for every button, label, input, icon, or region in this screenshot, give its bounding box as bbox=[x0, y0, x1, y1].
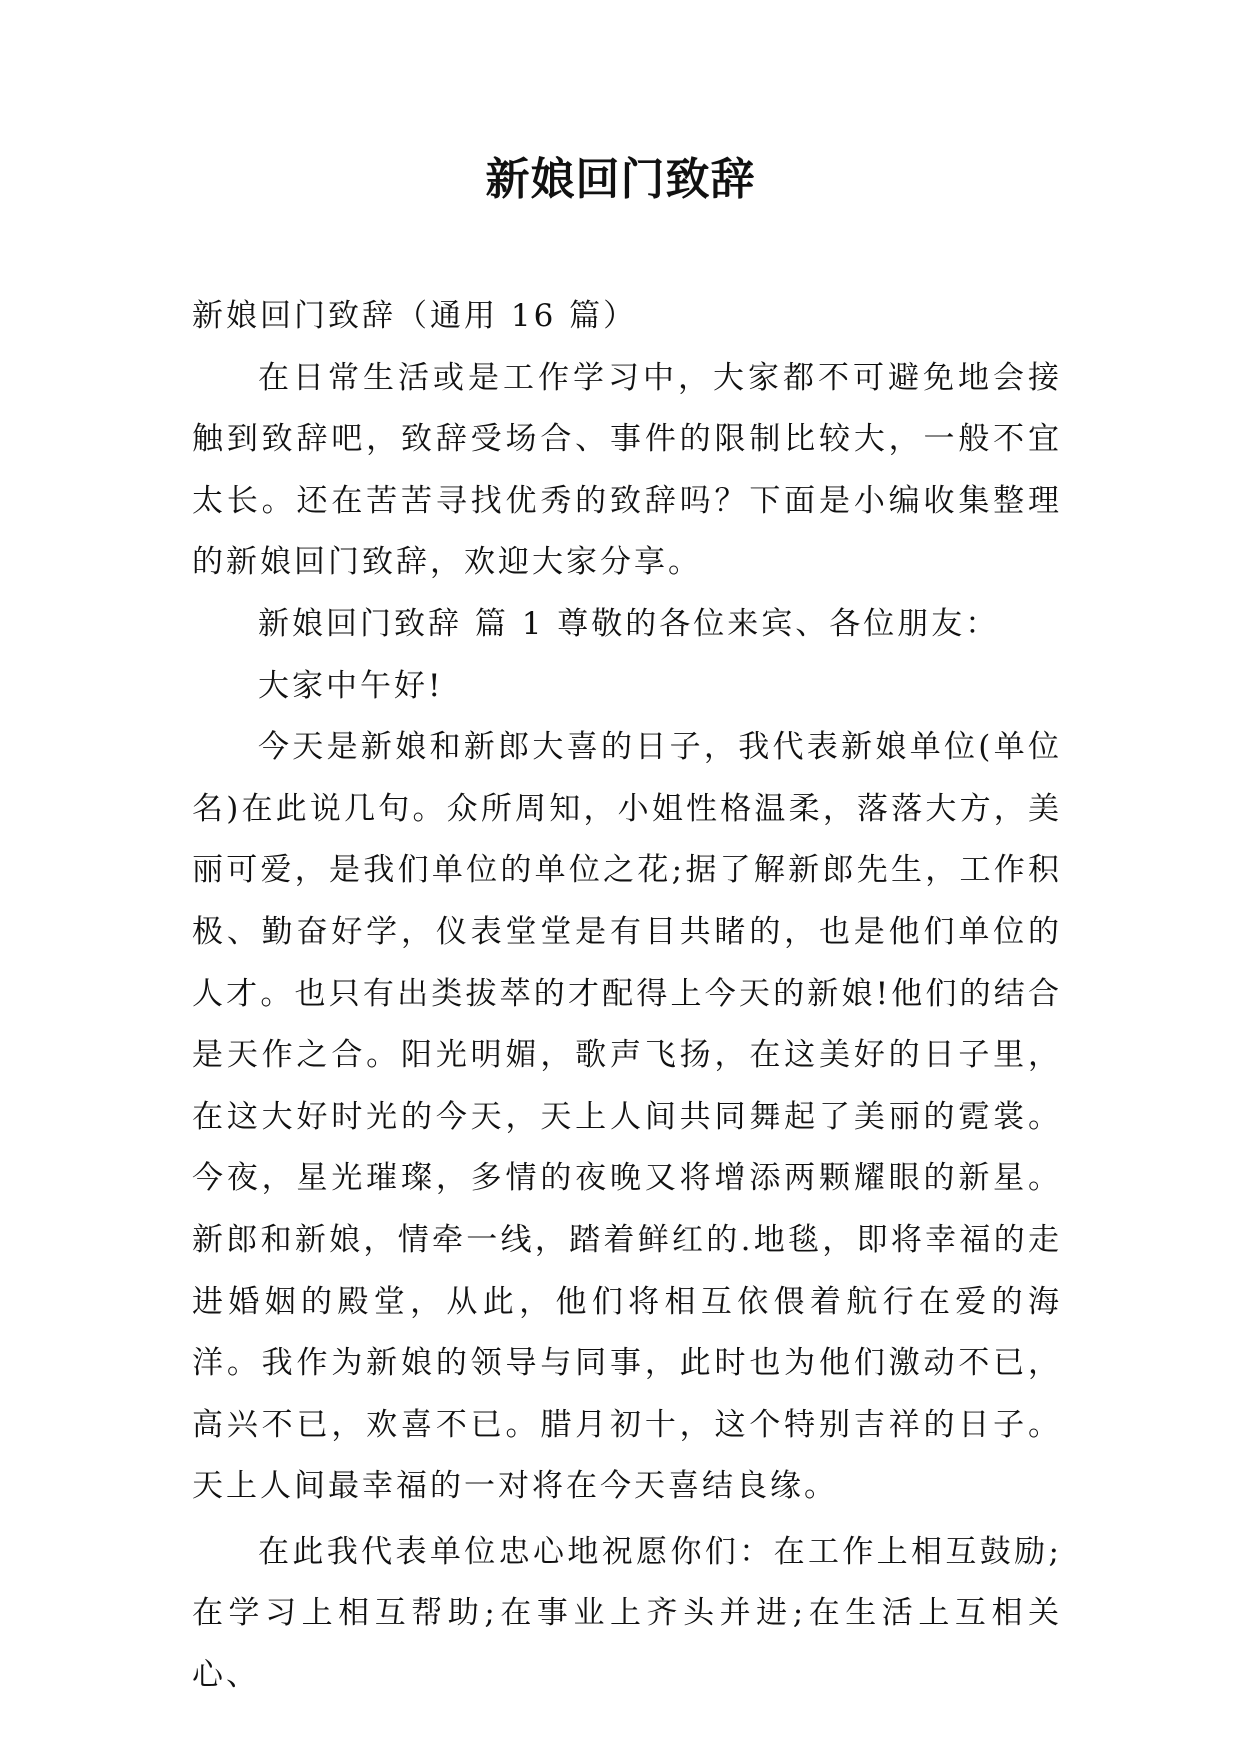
paragraph-heading-1: 新娘回门致辞 篇 1 尊敬的各位来宾、各位朋友： bbox=[258, 605, 1000, 642]
document-title: 新娘回门致辞 bbox=[485, 154, 756, 205]
paragraph-intro: 在日常生活或是工作学习中，大家都不可避免地会接触到致辞吧，致辞受场合、事件的限制比较大，一般不宜太长。还在苦苦寻找优秀的致辞吗？下面是小编收集整理的新娘回门致辞，欢迎大家分享。 bbox=[192, 359, 1062, 581]
paragraph-greeting: 大家中午好! bbox=[258, 667, 444, 704]
document-subtitle: 新娘回门致辞（通用 16 篇） bbox=[192, 298, 638, 334]
document-body bbox=[192, 286, 1062, 1707]
paragraph-wishes: 在此我代表单位忠心地祝愿你们：在工作上相互鼓励;在学习上相互帮助;在事业上齐头并进;在生活上互相关心、 bbox=[192, 1533, 1062, 1694]
paragraph-speech-body: 今天是新娘和新郎大喜的日子，我代表新娘单位(单位名)在此说几句。众所周知，小姐性格温柔，落落大方，美丽可爱，是我们单位的单位之花;据了解新郎先生，工作积极、勤奋好学，仪表堂堂是有目共睹的，也是他们单位的人才。也只有出类拔萃的才配得上今天的新娘!他们的结合是天作之合。阳光明媚，歌声飞扬，在这美好的日子里，在这大好时光的今天，天上人间共同舞起了美丽的霓裳。今夜，星光璀璨，多情的夜晚又将增添两颗耀眼的新星。新郎和新娘，情牵一线，踏着鲜红的.地毯，即将幸福的走进婚姻的殿堂，从此，他们将相互依偎着航行在爱的海洋。我作为新娘的领导与同事，此时也为他们激动不已，高兴不已，欢喜不已。腊月初十，这个特别吉祥的日子。天上人间最幸福的一对将在今天喜结良缘。 bbox=[192, 729, 1062, 1505]
